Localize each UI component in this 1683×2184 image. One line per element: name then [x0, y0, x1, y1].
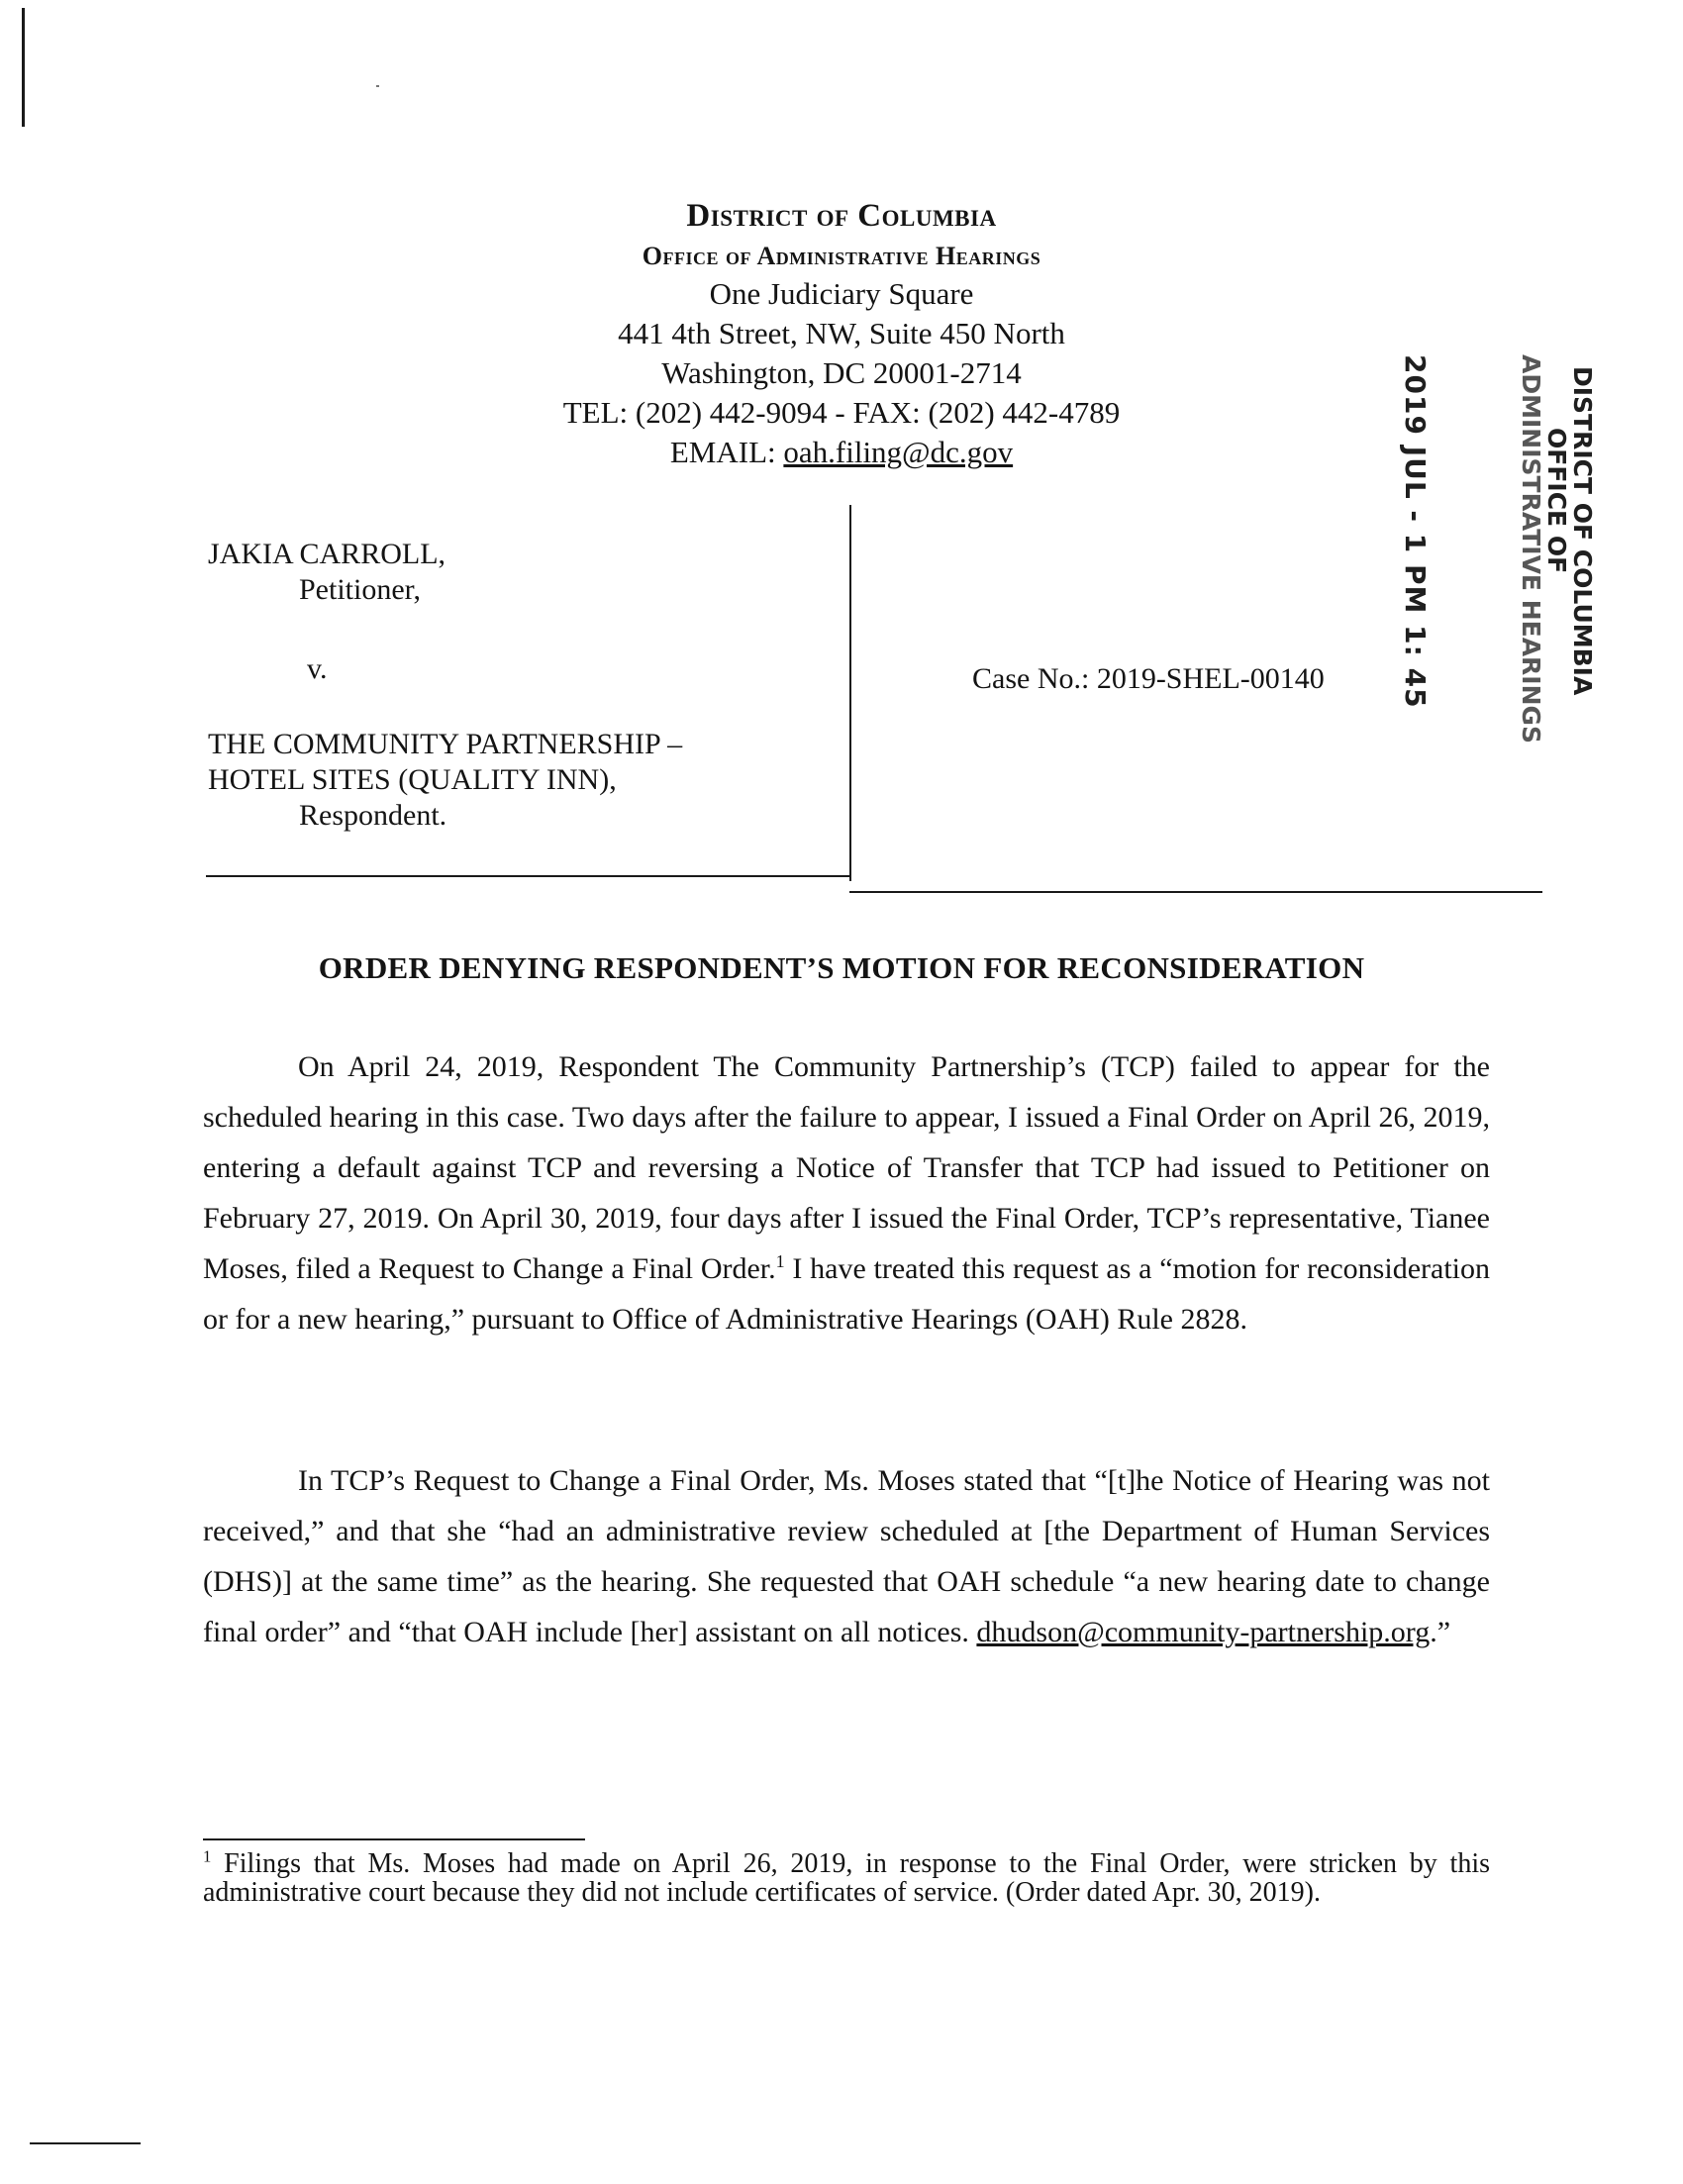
- email-label: EMAIL:: [669, 435, 784, 469]
- letterhead-address-2: 441 4th Street, NW, Suite 450 North: [618, 316, 1065, 350]
- respondent-name-line-1: THE COMMUNITY PARTNERSHIP –: [208, 728, 683, 760]
- assistant-email-link[interactable]: dhudson@community-partnership.org: [976, 1616, 1431, 1648]
- paragraph-2-tail: .”: [1430, 1616, 1451, 1648]
- respondent-role: Respondent.: [299, 799, 447, 832]
- letterhead-office: Office of Administrative Hearings: [642, 242, 1041, 270]
- versus: v.: [307, 652, 328, 685]
- body-paragraph-2: [203, 1455, 1490, 1657]
- stamp-date-line: 2019 JUL - 1 PM 1: 45: [1399, 354, 1432, 709]
- body-paragraph-1: [203, 1042, 1490, 1344]
- letterhead-court: District of Columbia: [686, 198, 997, 234]
- caption-rule-right: [849, 891, 1542, 893]
- footnote-text: Filings that Ms. Moses had made on April 26, 2019, in response to the Final Order, were stricken by this administrative court because they did not include certificates of service. (Order dated Apr. 30, 2019).: [203, 1848, 1490, 1908]
- footnote-number: 1: [203, 1846, 212, 1866]
- footnote-reference: 1: [775, 1251, 785, 1271]
- stamp-line-3: ADMINISTRATIVE HEARINGS: [1517, 354, 1545, 745]
- footnote-separator: [203, 1838, 585, 1840]
- order-title: ORDER DENYING RESPONDENT’S MOTION FOR RECONSIDERATION: [318, 950, 1365, 985]
- scan-edge-mark: [22, 8, 25, 127]
- respondent-name-line-2: HOTEL SITES (QUALITY INN),: [208, 763, 617, 796]
- letterhead-address-3: Washington, DC 20001-2714: [661, 355, 1022, 390]
- caption-divider-vertical: [849, 505, 851, 881]
- footnote-1: [203, 1846, 1490, 1908]
- scan-speck: [376, 85, 379, 87]
- petitioner-name: JAKIA CARROLL,: [208, 538, 446, 570]
- paragraph-1-tail: I have treated this request as a “motion for reconsideration or for a new hearing,” pursuant to Office of Administrative Hearings (OAH) Rule 2828.: [203, 1252, 1490, 1336]
- caption-rule-left: [206, 875, 851, 877]
- letterhead-address-1: One Judiciary Square: [709, 276, 974, 311]
- paragraph-1-text: On April 24, 2019, Respondent The Community Partnership’s (TCP) failed to appear for the scheduled hearing in this case. Two days after the failure to appear, I issued a Final Order on April 26, 2019, entering a default against TCP and reversing a Notice of Transfer that TCP had issued to Petitioner on February 27, 2019. On April 30, 2019, four days after I issued the Final Order, TCP’s representative, Tianee Moses, filed a Request to Change a Final Order.: [203, 1050, 1490, 1285]
- scan-bottom-mark: [30, 2142, 141, 2144]
- stamp-line-1: DISTRICT OF COLUMBIA: [1568, 366, 1597, 696]
- letterhead-phone-fax: TEL: (202) 442-9094 - FAX: (202) 442-4789: [562, 395, 1121, 430]
- petitioner-role: Petitioner,: [299, 573, 421, 606]
- case-number: Case No.: 2019-SHEL-00140: [972, 662, 1325, 695]
- email-link[interactable]: oah.filing@dc.gov: [783, 435, 1014, 469]
- stamp-line-2: OFFICE OF: [1542, 428, 1571, 574]
- paragraph-2-text: In TCP’s Request to Change a Final Order, Ms. Moses stated that “[t]he Notice of Hearing was not received,” and that she “had an administrative review scheduled at [the Department of Human Services (DHS)] at the same time” as the hearing. She requested that OAH schedule “a new hearing date to change final order” and “that OAH include [her] assistant on all notices.: [203, 1464, 1490, 1648]
- received-stamp: [1382, 337, 1597, 745]
